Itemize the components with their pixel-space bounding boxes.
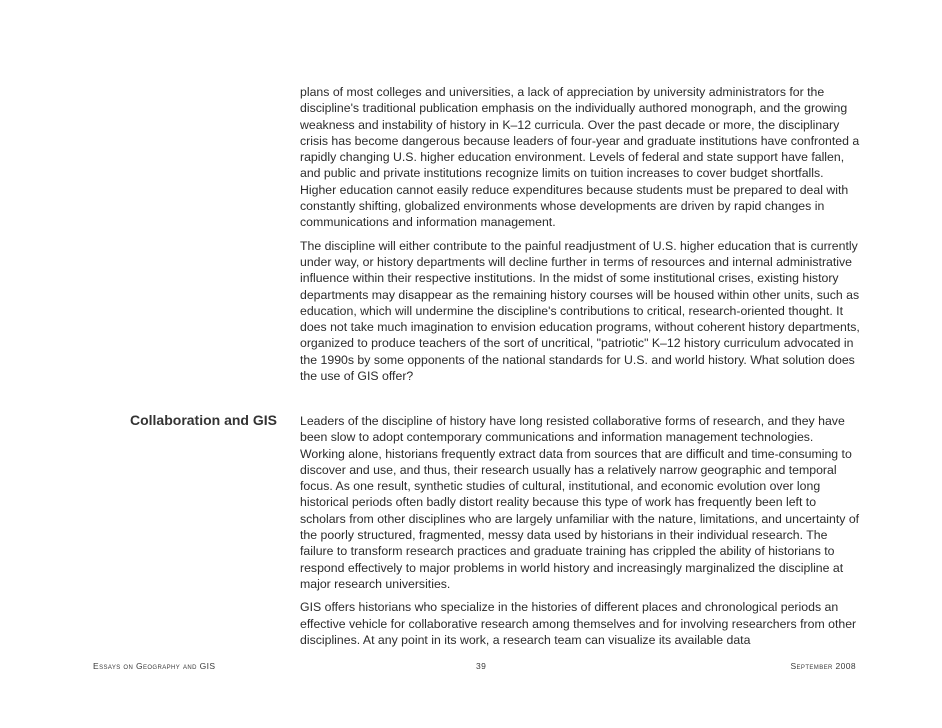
section-heading: Collaboration and GIS bbox=[129, 412, 277, 428]
section-paragraph-2: GIS offers historians who specialize in the histories of different places and chronological periods an effective vehicle for collaborative research among themselves and for involving researchers from other disciplines. At any point in its work, a research team can visualize its available data bbox=[300, 600, 857, 647]
section-paragraph-1: Leaders of the discipline of history have long resisted collaborative forms of research, and they have been slow to adopt contemporary communications and information management technologies. Working alone, historians frequently extract data from sources that are difficult and time-consuming to discover and use, and thus, their research usually has a relatively narrow geographic and temporal focus. As one result, synthetic studies of cultural, institutional, and economic evolution over long historical periods often badly distort reality because this type of work has frequently been left to scholars from other disciplines who are largely unfamiliar with the nature, limitations, and uncertainty of the poorly structured, fragmented, messy data used by historians in their individual research. The failure to transform research practices and graduate training has crippled the ability of historians to respond effectively to major problems in world history and increasingly marginalized the discipline at major research universities. bbox=[300, 414, 860, 591]
main-text-column bbox=[300, 84, 860, 384]
body-paragraph-1: plans of most colleges and universities, a lack of appreciation by university administrators for the discipline's traditional publication emphasis on the individually authored monograph, and the growing weakness and instability of history in K–12 curricula. Over the past decade or more, the disciplinary crisis has become dangerous because leaders of four-year and graduate institutions have confronted a rapidly changing U.S. higher education environment. Levels of federal and state support have fallen, and public and private institutions recognize limits on tuition increases to cover budget shortfalls. Higher education cannot easily reduce expenditures because students must be prepared to deal with constantly shifting, globalized environments whose developments are driven by rapid changes in communications and information management. bbox=[300, 85, 860, 230]
section-body bbox=[300, 413, 860, 648]
body-paragraph-2: The discipline will either contribute to the painful readjustment of U.S. higher education that is currently under way, or history departments will decline further in terms of resources and internal administrative influence within their respective institutions. In the midst of some institutional crises, existing history departments may disappear as the remaining history courses will be housed within other units, such as education, which will undermine the discipline's contributions to critical, research-oriented thought. It does not take much imagination to envision education programs, without coherent history departments, organized to produce teachers of the sort of uncritical, "patriotic" K–12 history curriculum advocated in the 1990s by some opponents of the national standards for U.S. and world history. What solution does the use of GIS offer? bbox=[300, 238, 860, 384]
footer-journal-title: Essays on Geography and GIS bbox=[93, 661, 216, 671]
footer-date: September 2008 bbox=[790, 661, 856, 671]
page-number: 39 bbox=[476, 661, 487, 671]
page-footer bbox=[93, 661, 856, 675]
